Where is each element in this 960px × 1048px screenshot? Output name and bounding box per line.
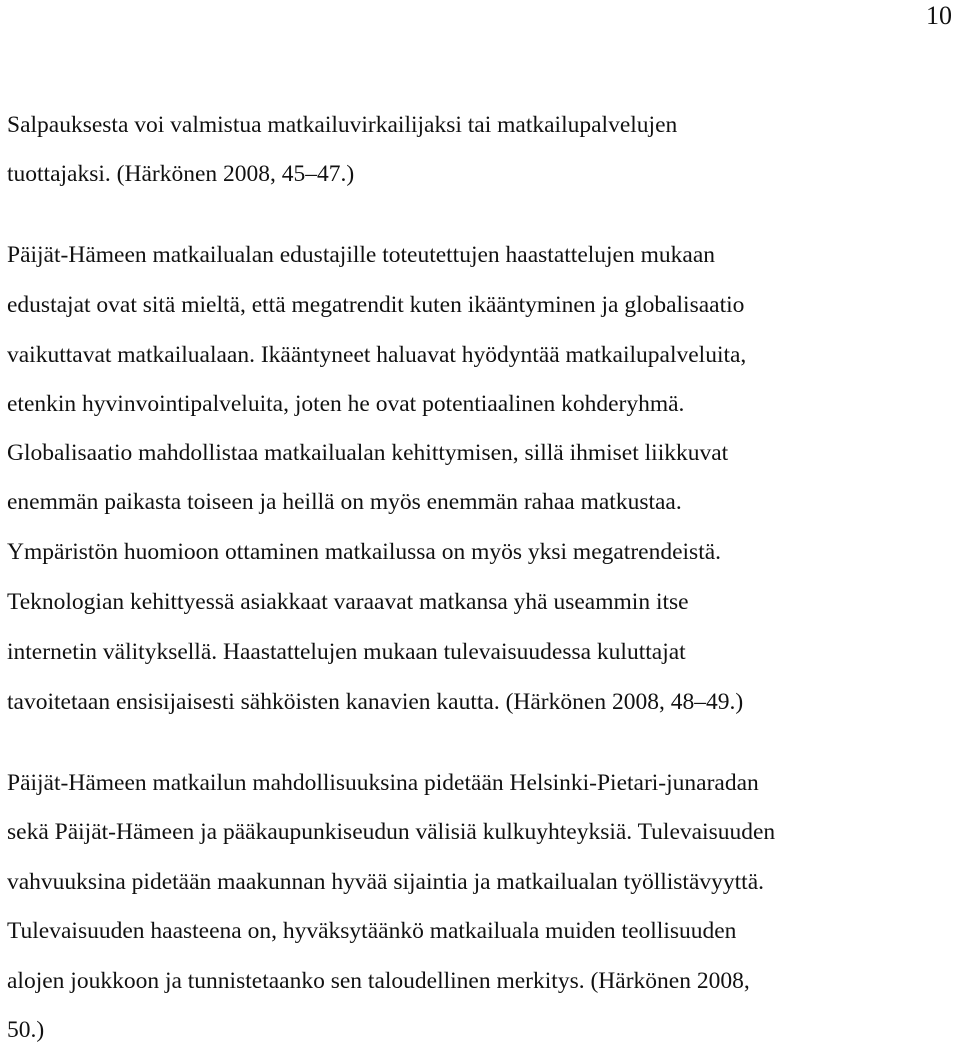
text-line: sekä Päijät-Hämeen ja pääkaupunkiseudun välisiä kulkuyhteyksiä. Tulevaisuuden: [7, 819, 776, 845]
text-line: vaikuttavat matkailualaan. Ikääntyneet haluavat hyödyntää matkailupalveluita,: [7, 342, 747, 368]
text-line: Globalisaatio mahdollistaa matkailualan kehittymisen, sillä ihmiset liikkuvat: [7, 440, 729, 466]
text-line: Ympäristön huomioon ottaminen matkailussa on myös yksi megatrendeistä.: [7, 539, 722, 565]
text-line: Salpauksesta voi valmistua matkailuvirkailijaksi tai matkailupalvelujen: [7, 112, 678, 138]
text-line: vahvuuksina pidetään maakunnan hyvää sijaintia ja matkailualan työllistävyyttä.: [7, 869, 765, 895]
text-line: tavoitetaan ensisijaisesti sähköisten kanavien kautta. (Härkönen 2008, 48–49.): [7, 689, 744, 715]
text-line: Teknologian kehittyessä asiakkaat varaavat matkansa yhä useammin itse: [7, 589, 689, 615]
text-line: tuottajaksi. (Härkönen 2008, 45–47.): [7, 161, 355, 187]
text-line: enemmän paikasta toiseen ja heillä on myös enemmän rahaa matkustaa.: [7, 489, 682, 515]
text-line: internetin välityksellä. Haastattelujen mukaan tulevaisuudessa kuluttajat: [7, 639, 686, 665]
text-line: etenkin hyvinvointipalveluita, joten he ovat potentiaalinen kohderyhmä.: [7, 391, 685, 417]
text-line: edustajat ovat sitä mieltä, että megatrendit kuten ikääntyminen ja globalisaatio: [7, 292, 745, 318]
text-line: alojen joukkoon ja tunnistetaanko sen taloudellinen merkitys. (Härkönen 2008,: [7, 968, 750, 994]
text-line: Päijät-Hämeen matkailualan edustajille toteutettujen haastattelujen mukaan: [7, 242, 716, 268]
text-line: Päijät-Hämeen matkailun mahdollisuuksina pidetään Helsinki-Pietari-junaradan: [7, 770, 759, 796]
text-line: Tulevaisuuden haasteena on, hyväksytäänkö matkailuala muiden teollisuuden: [7, 918, 737, 944]
text-line: 50.): [7, 1017, 45, 1043]
page-number: 10: [926, 1, 952, 30]
